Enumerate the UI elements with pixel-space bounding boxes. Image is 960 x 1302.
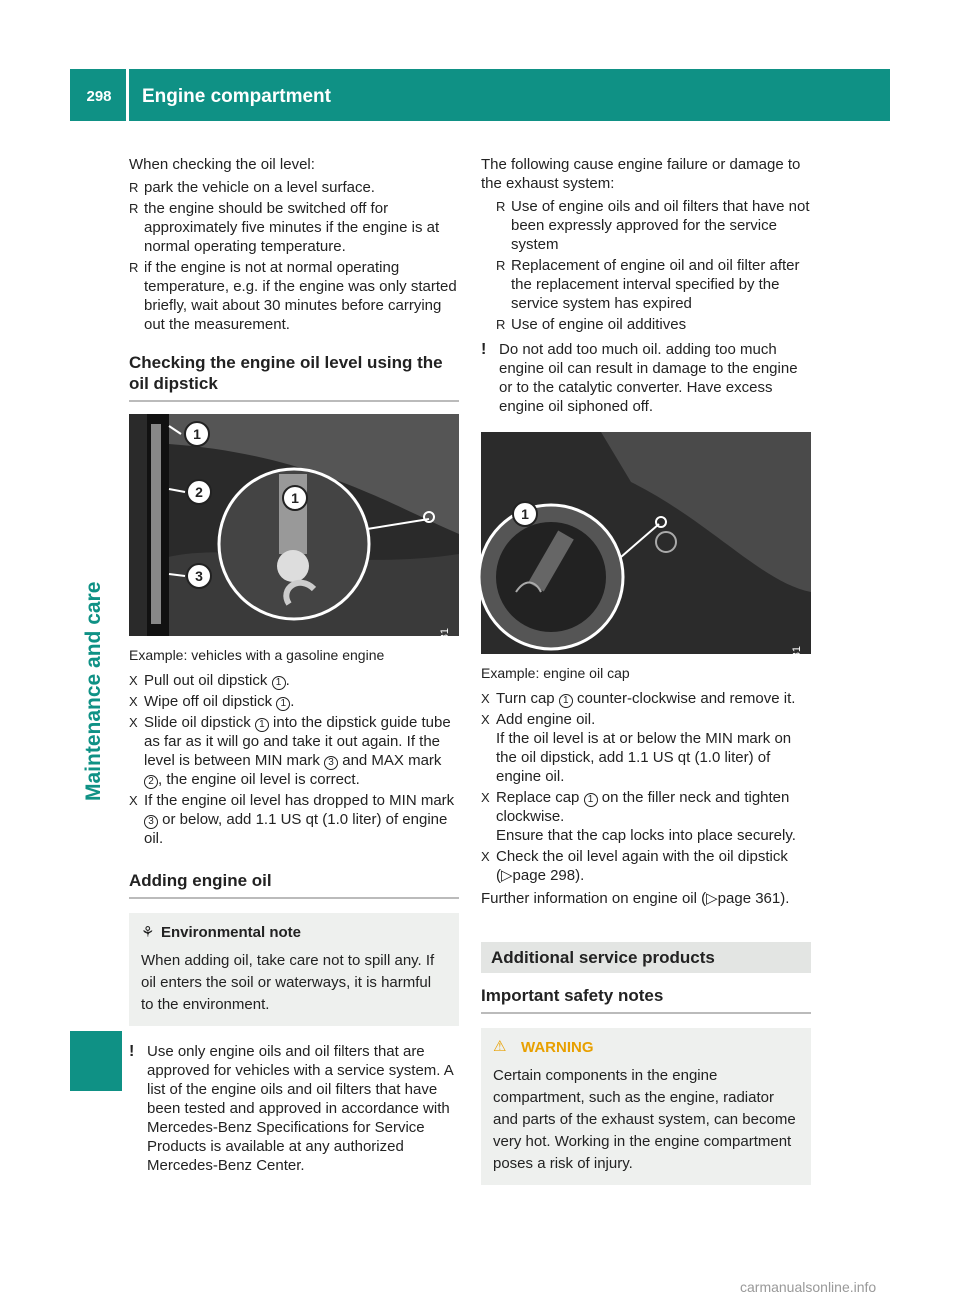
- section-label: Maintenance and care: [82, 581, 105, 801]
- leaf-icon: ⚘: [141, 924, 155, 941]
- bullet-icon: R: [129, 201, 139, 216]
- section-sidebar: [70, 121, 122, 1251]
- page-header: [70, 69, 890, 121]
- header-divider: [126, 69, 129, 121]
- bullet-icon: R: [496, 199, 506, 214]
- environmental-note-text: When adding oil, take care not to spill any. If oil enters the soil or waterways, it is harmful to the environment.: [141, 952, 435, 1013]
- step-item: X Check the oil level again with the oil dipstick (▷page 298).: [481, 848, 788, 884]
- arrow-icon: X: [481, 691, 490, 706]
- further-info: Further information on engine oil (▷page 361).: [481, 890, 790, 907]
- page-number: 298: [86, 88, 112, 105]
- image-code: P18.40-2443-31: [439, 628, 451, 707]
- list-item: R Use of engine oil additives: [496, 316, 687, 333]
- step-item: X Replace cap 1 on the filler neck and tighten clockwise. Ensure that the cap locks into place securely.: [481, 789, 796, 844]
- step-item: X If the engine oil level has dropped to MIN mark 3 or below, add 1.1 US qt (1.0 liter) of engine oil.: [129, 792, 455, 847]
- exclamation-icon: !: [481, 341, 487, 358]
- environmental-note: [129, 913, 459, 1026]
- page-ref-icon: ▷: [706, 890, 718, 907]
- bullet-icon: R: [496, 258, 506, 273]
- list-item: R the engine should be switched off for approximately five minutes if the engine is at normal operating temperature.: [129, 200, 440, 255]
- footer-watermark: carmanualsonline.info: [740, 1279, 877, 1295]
- svg-text:1: 1: [291, 490, 299, 506]
- warning-text: Certain components in the engine compartment, such as the engine, radiator and parts of the exhaust system, can become very hot. Working in the engine compartment poses a risk of injury.: [493, 1067, 796, 1172]
- section-tab: [70, 1031, 122, 1091]
- image-code: P01.00-3525-31: [791, 646, 803, 725]
- list-item: R Replacement of engine oil and oil filter after the replacement interval specified by the service system has expired: [496, 257, 800, 312]
- notice: ! Do not add too much oil. adding too much engine oil can result in damage to the engine or to the catalytic converter. Have excess engine oil siphoned off.: [481, 341, 798, 415]
- arrow-icon: X: [129, 793, 138, 808]
- svg-text:1: 1: [521, 506, 529, 522]
- checks-intro: When checking the oil level:: [129, 156, 315, 173]
- arrow-icon: X: [129, 694, 138, 709]
- bullet-icon: R: [129, 180, 139, 195]
- step-item: X Wipe off oil dipstick 1 .: [129, 693, 295, 710]
- arrow-icon: X: [129, 673, 138, 688]
- step-item: X Pull out oil dipstick 1 .: [129, 672, 290, 689]
- page-ref-icon: ▷: [501, 867, 513, 884]
- page-ref-link[interactable]: page 298: [512, 867, 576, 884]
- step-item: X Add engine oil. If the oil level is at or below the MIN mark on the oil dipstick, add 1.1 US qt (1.0 liter) of engine oil.: [481, 711, 792, 785]
- causes-intro: The following cause engine failure or damage to the exhaust system:: [481, 156, 801, 192]
- arrow-icon: X: [481, 849, 490, 864]
- svg-text:3: 3: [195, 568, 203, 584]
- section-heading-safety: Important safety notes: [481, 985, 811, 1014]
- step-item: X Turn cap 1 counter-clockwise and remove it.: [481, 690, 796, 707]
- arrow-icon: X: [481, 712, 490, 727]
- page-title: Engine compartment: [142, 86, 331, 107]
- arrow-icon: X: [129, 715, 138, 730]
- section-heading-adding-oil: Adding engine oil: [129, 870, 459, 899]
- warning-triangle-icon: ⚠: [493, 1038, 507, 1055]
- image-caption: Example: vehicles with a gasoline engine: [129, 647, 385, 663]
- environmental-note-title: ⚘ Environmental note: [141, 924, 302, 941]
- list-item: R if the engine is not at normal operating temperature, e.g. if the engine was only started briefly, wait about 30 minutes before carrying out the measurement.: [129, 259, 457, 333]
- warning-box: [481, 1028, 811, 1185]
- bullet-icon: R: [496, 317, 506, 332]
- right-column: [481, 155, 811, 1185]
- image-caption: Example: engine oil cap: [481, 665, 630, 681]
- svg-text:1: 1: [193, 426, 201, 442]
- notice: ! Use only engine oils and oil filters that are approved for vehicles with a service system. A list of the engine oils and oil filters that have been tested and approved in accordance with Mercedes-Benz Specifications for Service Products is available at any authorized Mercedes-Benz Center.: [129, 1043, 453, 1174]
- list-item: R park the vehicle on a level surface.: [129, 179, 375, 196]
- warning-title: ⚠ WARNING: [493, 1038, 594, 1056]
- arrow-icon: X: [481, 790, 490, 805]
- exclamation-icon: !: [129, 1043, 135, 1060]
- bullet-icon: R: [129, 260, 139, 275]
- left-column: [129, 155, 459, 1175]
- list-item: R Use of engine oils and oil filters that have not been expressly approved for the service system: [496, 198, 810, 253]
- page-ref-link[interactable]: page 361: [717, 890, 781, 907]
- section-heading-additional: Additional service products: [481, 942, 811, 973]
- step-item: X Slide oil dipstick 1 into the dipstick guide tube as far as it will go and take it out again. If the level is between MIN mark 3 and MAX mark 2 , the engine oil level is correct.: [129, 714, 451, 788]
- svg-text:2: 2: [195, 484, 203, 500]
- section-heading-dipstick: Checking the engine oil level using the oil dipstick: [129, 352, 459, 402]
